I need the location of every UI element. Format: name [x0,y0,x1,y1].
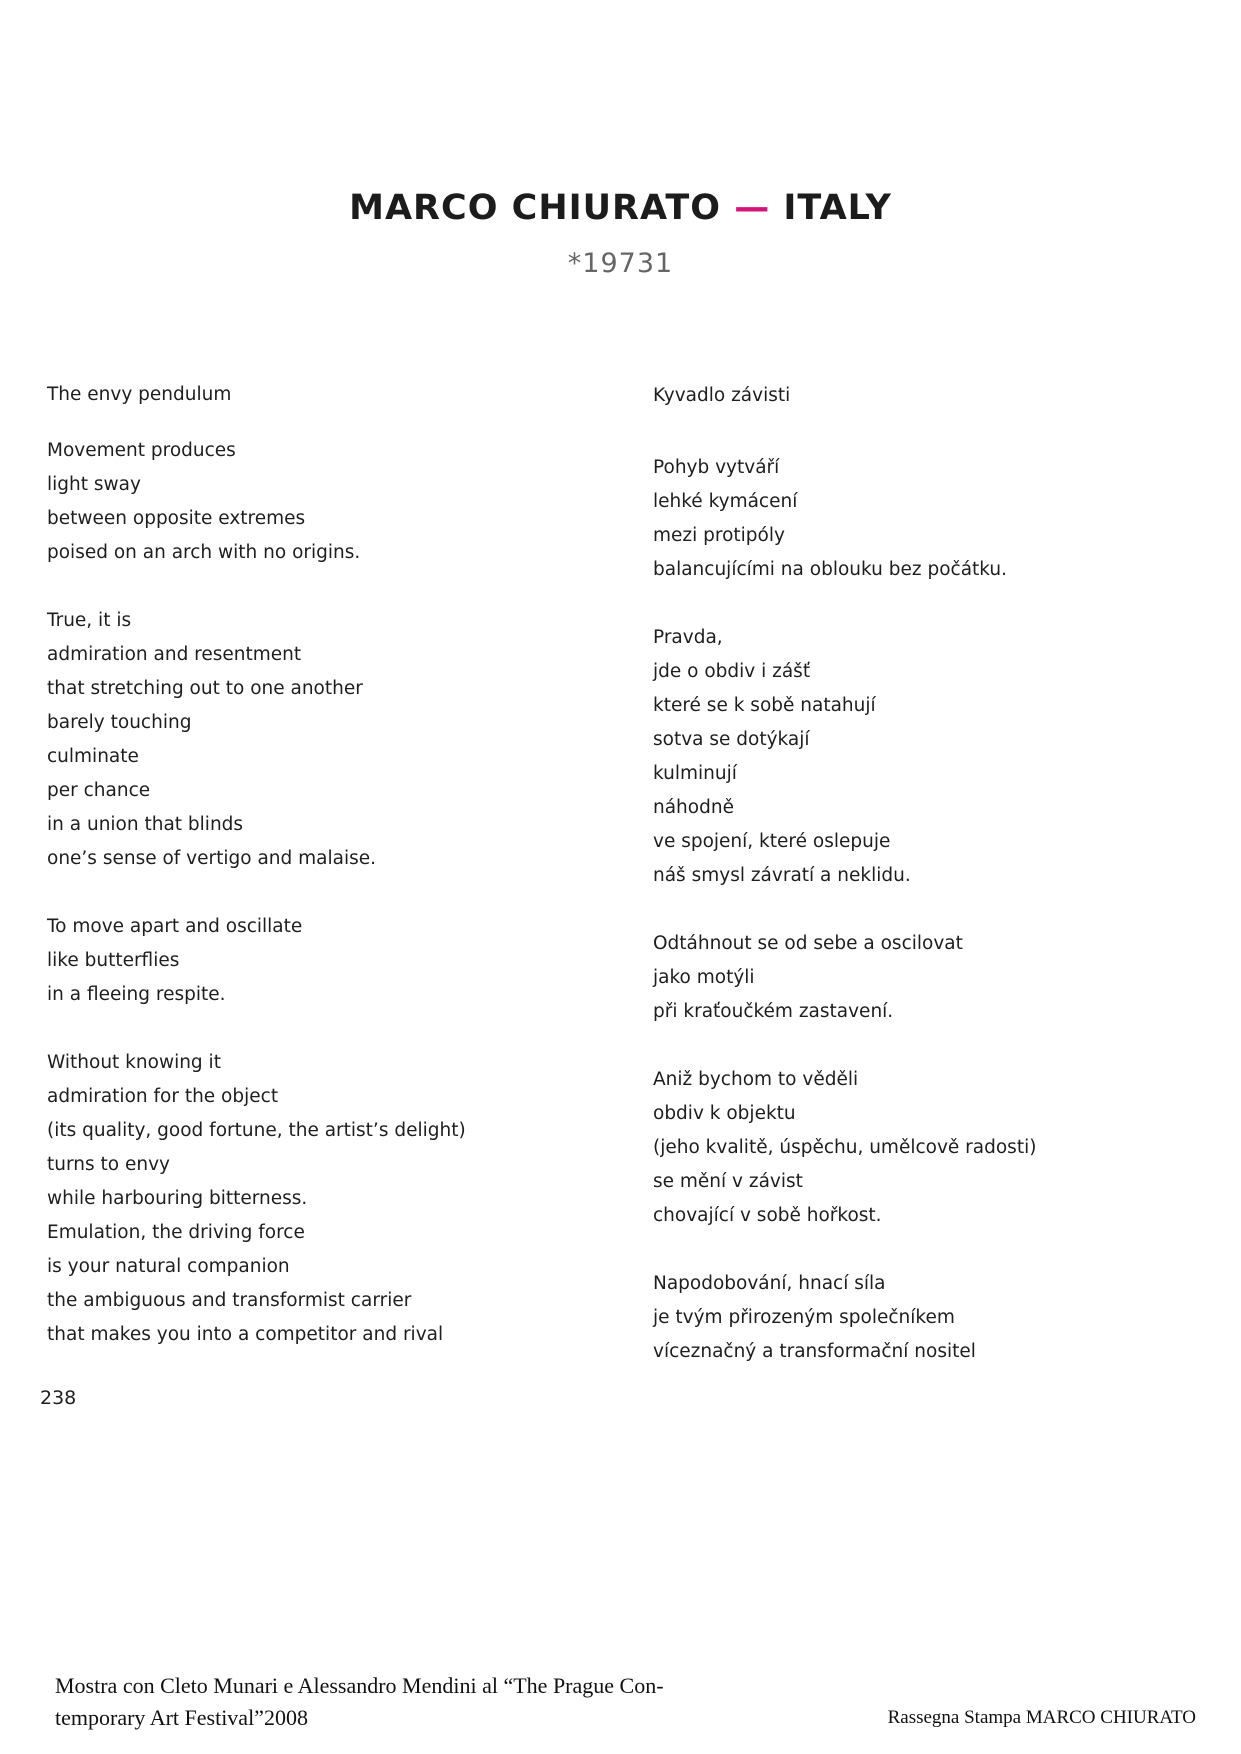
poem-stanza [653,927,1213,1029]
poem-line: one’s sense of vertigo and malaise. [47,848,377,869]
poem-stanza [653,621,1213,893]
poem-line: admiration and resentment [47,644,302,665]
poem-line: like butterflies [47,950,180,971]
poem-line: kulminují [653,763,737,784]
footer-press-label: Rassegna Stampa MARCO CHIURATO [887,1707,1196,1728]
poem-line: (its quality, good fortune, the artist’s delight) [47,1120,466,1141]
poem-line: jde o obdiv i zášť [653,661,811,682]
poem-english-body [47,434,607,1352]
poem-line: sotva se dotýkají [653,729,810,750]
poem-title-czech: Kyvadlo závisti [653,385,791,406]
poem-line: the ambiguous and transformist carrier [47,1290,412,1311]
poem-line: in a union that blinds [47,814,244,835]
poem-line: chovající v sobě hořkost. [653,1205,882,1226]
poem-line: True, it is [47,610,132,631]
poem-line: mezi protipóly [653,525,785,546]
poem-line: between opposite extremes [47,508,306,529]
poem-line: light sway [47,474,141,495]
poem-line: admiration for the object [47,1086,279,1107]
title-dash: — [734,188,771,228]
footer-caption-line: temporary Art Festival”2008 [55,1705,308,1730]
poem-line: se mění v závist [653,1171,803,1192]
poem-line: Napodobování, hnací síla [653,1273,886,1294]
poem-line: Movement produces [47,440,236,461]
poem-line: is your natural companion [47,1256,290,1277]
poem-line: Pravda, [653,627,723,648]
poem-line: při kraťoučkém zastavení. [653,1001,894,1022]
poem-line: that makes you into a competitor and rival [47,1324,444,1345]
poem-line: (jeho kvalitě, úspěchu, umělcově radosti) [653,1137,1037,1158]
poem-line: víceznačný a transformační nositel [653,1341,976,1362]
poem-line: that stretching out to one another [47,678,363,699]
poem-stanza [653,1063,1213,1233]
poem-stanza [47,910,607,1012]
poem-stanza [47,1046,607,1352]
poem-line: per chance [47,780,151,801]
poem-line: Odtáhnout se od sebe a oscilovat [653,933,963,954]
artist-country: ITALY [783,188,892,228]
poem-line: Emulation, the driving force [47,1222,305,1243]
poem-line: je tvým přirozeným společníkem [653,1307,955,1328]
poem-line: turns to envy [47,1154,170,1175]
poem-czech-body [653,451,1213,1369]
poem-english [47,382,607,1386]
page-number: 238 [40,1387,77,1409]
poem-line: ve spojení, které oslepuje [653,831,891,852]
poem-stanza [47,604,607,876]
poem-line: culminate [47,746,139,767]
poem-line: while harbouring bitterness. [47,1188,308,1209]
poem-title-english: The envy pendulum [47,384,232,405]
page-title [0,188,1241,228]
poem-line: To move apart and oscillate [47,916,303,937]
poem-line: které se k sobě natahují [653,695,876,716]
birth-year: *19731 [567,248,674,279]
poem-line: Pohyb vytváří [653,457,780,478]
poem-line: jako motýli [653,967,755,988]
poem-line: in a fleeing respite. [47,984,226,1005]
poem-line: obdiv k objektu [653,1103,796,1124]
poem-line: náš smysl závratí a neklidu. [653,865,911,886]
poem-stanza [653,1267,1213,1369]
footer-caption [55,1670,715,1734]
poem-czech [653,383,1213,1403]
poem-stanza [653,451,1213,587]
artist-name: MARCO CHIURATO [349,188,722,228]
poem-line: Aniž bychom to věděli [653,1069,859,1090]
footer-caption-line: Mostra con Cleto Munari e Alessandro Mendini al “The Prague Con- [55,1673,664,1698]
poem-line: Without knowing it [47,1052,221,1073]
poem-line: barely touching [47,712,192,733]
poem-stanza [47,434,607,570]
poem-line: lehké kymácení [653,491,798,512]
poem-line: náhodně [653,797,734,818]
poem-line: balancujícími na oblouku bez počátku. [653,559,1008,580]
poem-line: poised on an arch with no origins. [47,542,361,563]
